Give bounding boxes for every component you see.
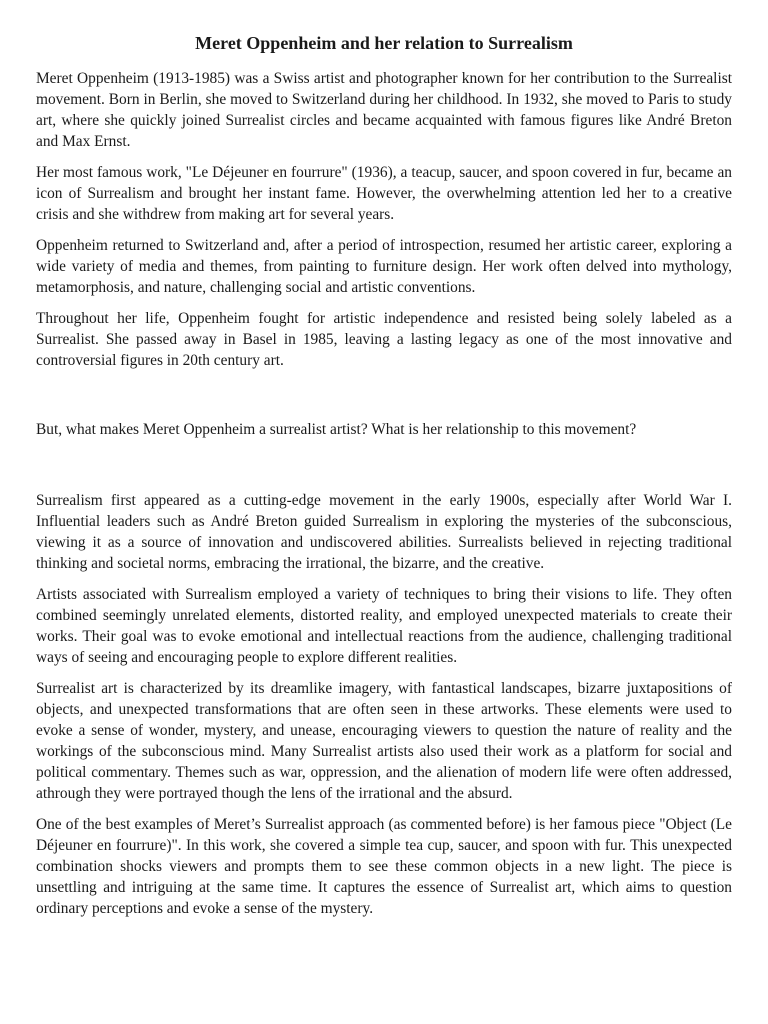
paragraph-biography: Meret Oppenheim (1913-1985) was a Swiss artist and photographer known for her contribution to the Surrealist movement. Born in Berlin, she moved to Switzerland during her childhood. In 1932, she moved to Paris to study art, where she quickly joined Surrealist circles and became acquainted with famous figures like André Breton and Max Ernst. <box>36 70 732 150</box>
paragraph-surrealism-origins: Surrealism first appeared as a cutting-edge movement in the early 1900s, especially after World War I. Influential leaders such as André Breton guided Surrealism in exploring the mysteries of the subconscious, viewing it as a source of innovation and undiscovered abilities. Surrealists believed in rejecting traditional thinking and societal norms, embracing the irrational, the bizarre, and the creative. <box>36 492 732 572</box>
paragraph-object-example: One of the best examples of Meret’s Surrealist approach (as commented before) is her famous piece "Object (Le Déjeuner en fourrure)". In this work, she covered a simple tea cup, saucer, and spoon with fur. This unexpected combination shocks viewers and prompts them to see these common objects in a new light. The piece is unsettling and intriguing at the same time. It captures the essence of Surrealist art, which aims to question ordinary perceptions and evoke a sense of the mystery. <box>36 816 732 917</box>
document-title: Meret Oppenheim and her relation to Surrealism <box>195 33 573 53</box>
question-line: But, what makes Meret Oppenheim a surrealist artist? What is her relationship to this movement? <box>36 421 637 438</box>
paragraph-famous-work: Her most famous work, "Le Déjeuner en fourrure" (1936), a teacup, saucer, and spoon covered in fur, became an icon of Surrealism and brought her instant fame. However, the overwhelming attention led her to a creative crisis and she withdrew from making art for several years. <box>36 164 732 223</box>
paragraph-return-switzerland: Oppenheim returned to Switzerland and, after a period of introspection, resumed her artistic career, exploring a wide variety of media and themes, from painting to furniture design. Her work often delved into mythology, metamorphosis, and nature, challenging social and artistic conventions. <box>36 237 732 296</box>
paragraph-surrealist-techniques: Artists associated with Surrealism employed a variety of techniques to bring their visions to life. They often combined seemingly unrelated elements, distorted reality, and employed unexpected materials to create their works. Their goal was to evoke emotional and intellectual reactions from the audience, challenging traditional ways of seeing and encouraging people to explore different realities. <box>36 586 732 666</box>
paragraph-surrealist-characteristics: Surrealist art is characterized by its dreamlike imagery, with fantastical landscapes, bizarre juxtapositions of objects, and unexpected transformations that are often seen in these artworks. These elements were used to evoke a sense of wonder, mystery, and unease, encouraging viewers to question the nature of reality and the workings of the subconscious mind. Many Surrealist artists also used their work as a platform for social and political commentary. Themes such as war, oppression, and the alienation of modern life were often addressed, athrough they were portrayed though the lens of the irrational and the absurd. <box>36 680 732 802</box>
paragraph-legacy: Throughout her life, Oppenheim fought for artistic independence and resisted being solely labeled as a Surrealist. She passed away in Basel in 1985, leaving a lasting legacy as one of the most innovative and controversial figures in 20th century art. <box>36 310 732 369</box>
